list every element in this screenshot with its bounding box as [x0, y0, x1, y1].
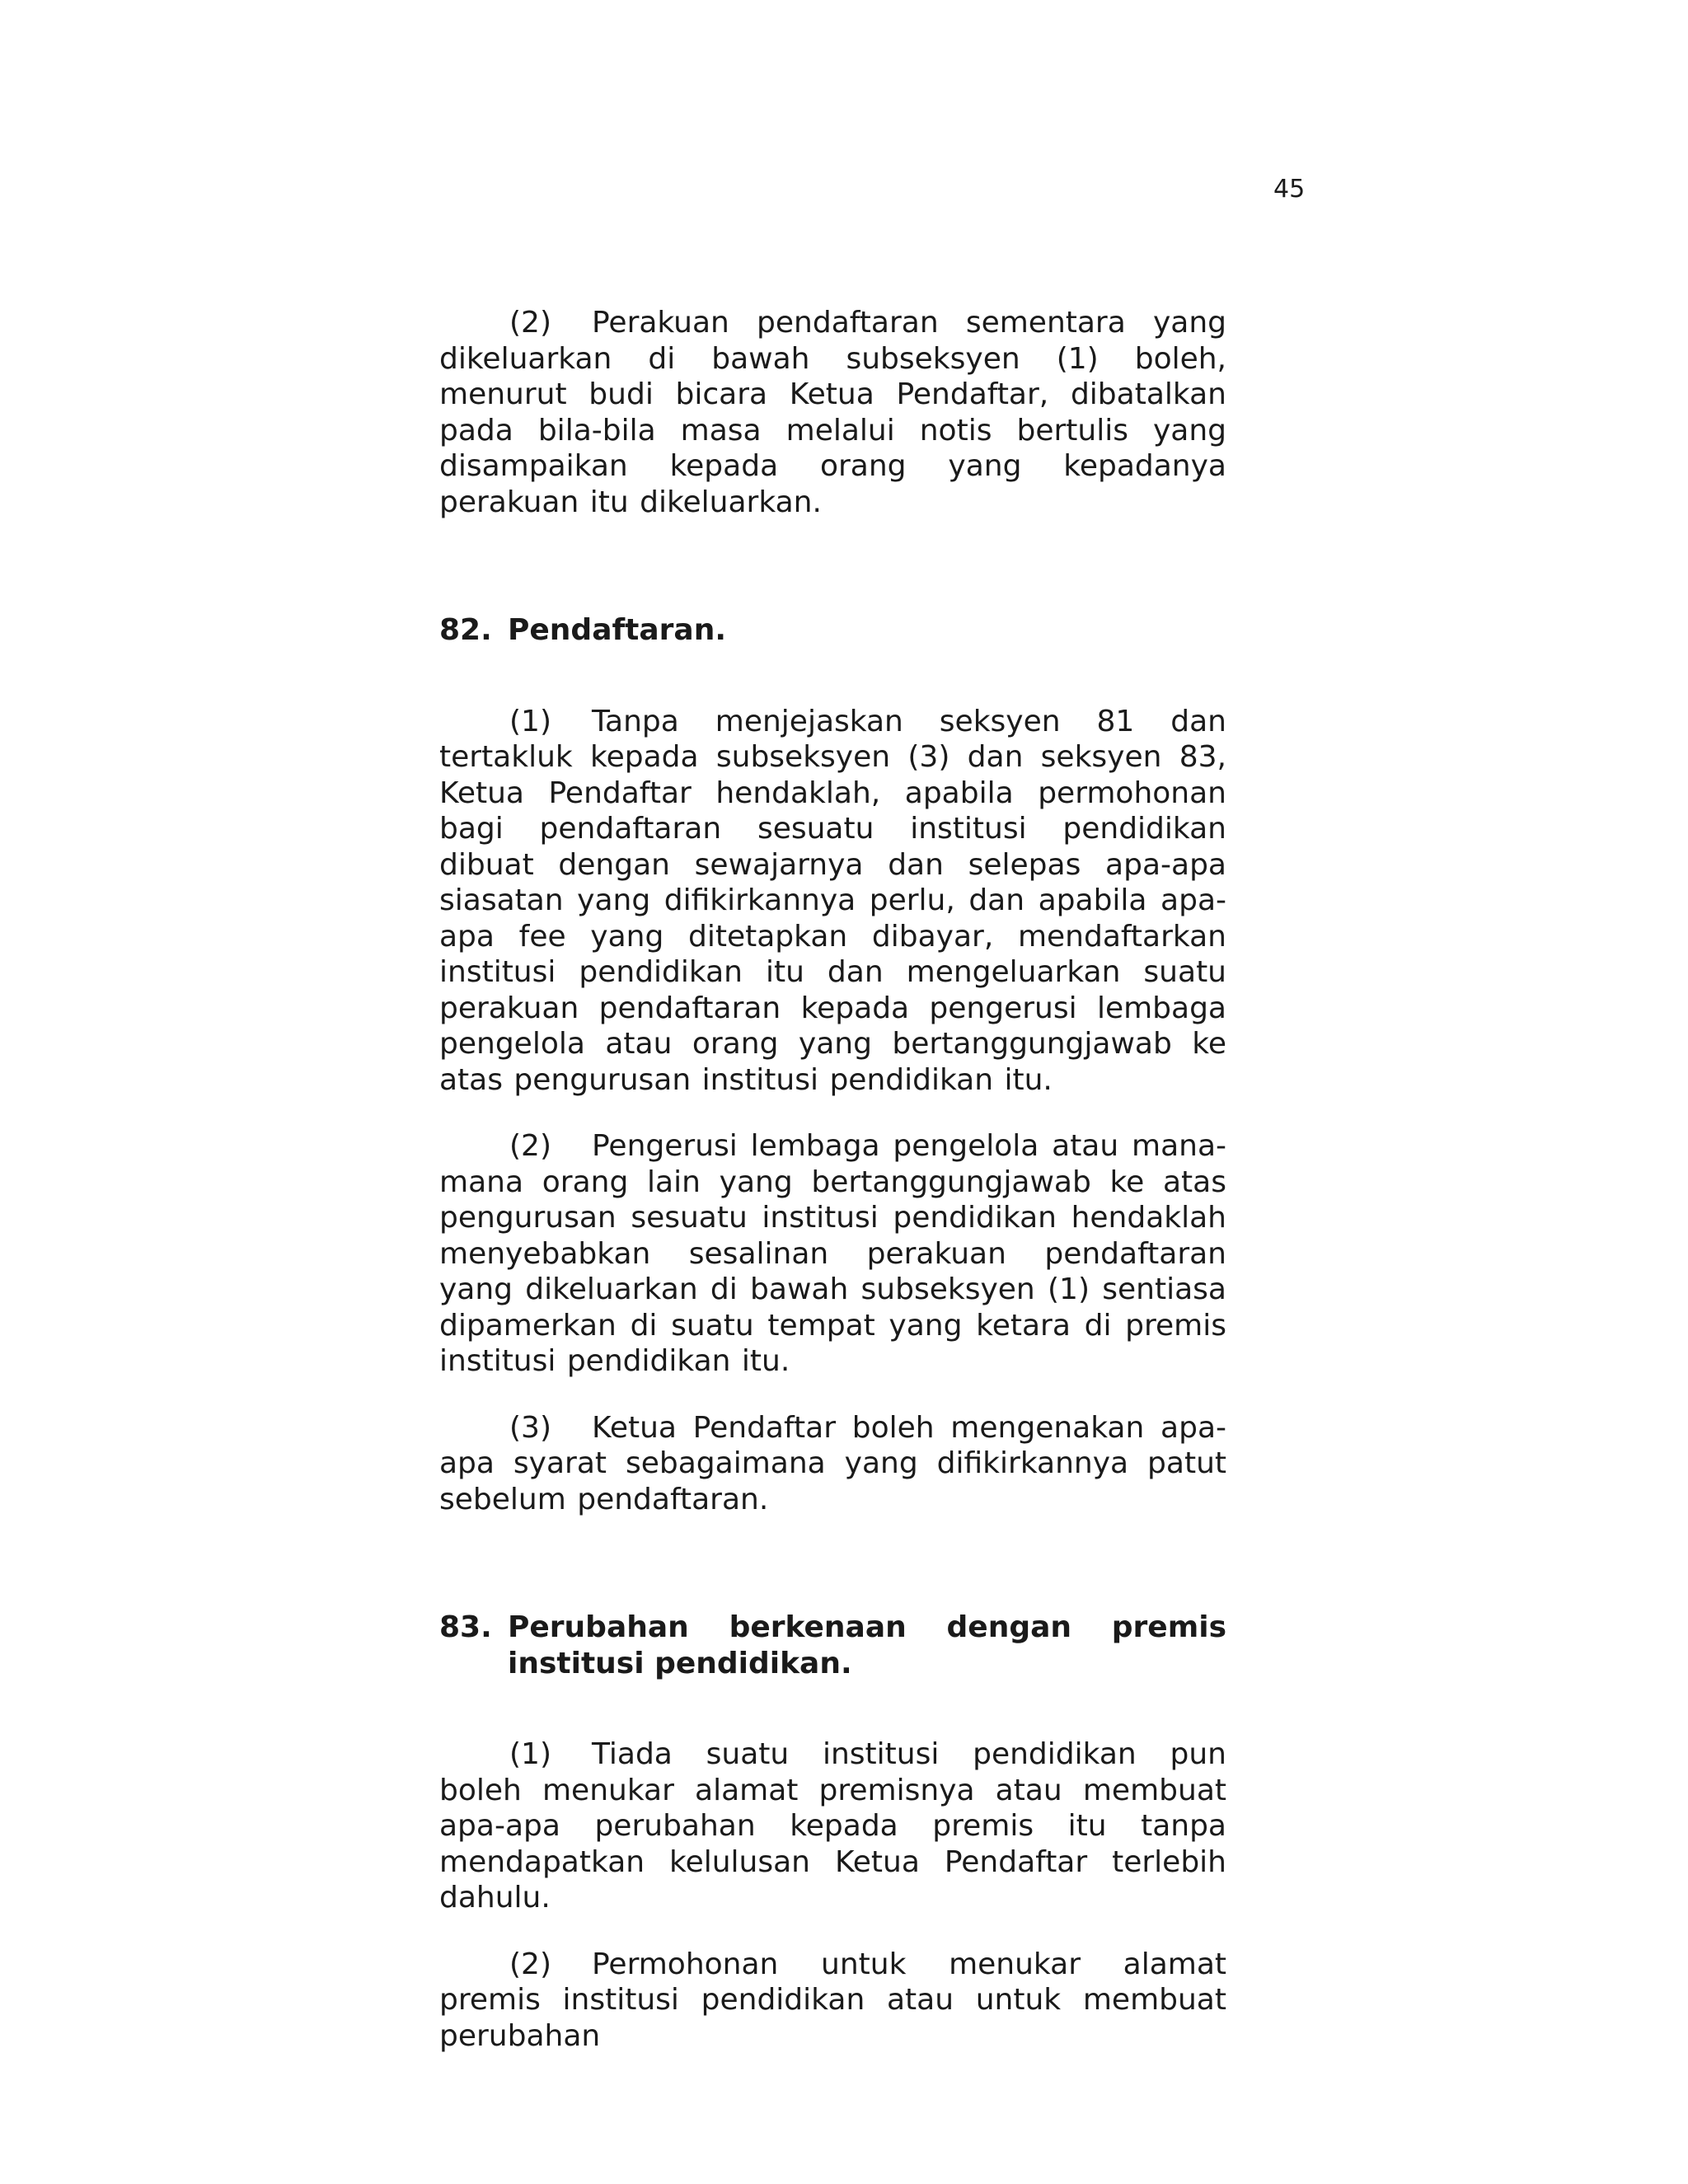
- section-82-paragraph-3: [439, 1410, 1226, 1518]
- paragraph-text: Permohonan untuk menukar alamat premis institusi pendidikan atau untuk membuat perubahan: [439, 1947, 1226, 2053]
- paragraph-number: (1): [509, 1737, 551, 1771]
- paragraph-text: Pengerusi lembaga pengelola atau mana-mana orang lain yang bertanggungjawab ke atas pengurusan sesuatu institusi pendidikan hendaklah menyebabkan sesalinan perakuan pendaftaran yang dikeluarkan di bawah subseksyen (1) sentiasa dipamerkan di suatu tempat yang ketara di premis institusi pendidikan itu.: [439, 1129, 1226, 1378]
- paragraph-text: Tiada suatu institusi pendidikan pun boleh menukar alamat premisnya atau membuat apa-apa perubahan kepada premis itu tanpa mendapatkan kelulusan Ketua Pendaftar terlebih dahulu.: [439, 1737, 1226, 1915]
- section-number: 83.: [439, 1610, 492, 1644]
- document-body: [439, 305, 1226, 2054]
- section-number: 82.: [439, 613, 492, 647]
- section-82-heading: [439, 612, 1226, 649]
- paragraph-prev-2: [439, 305, 1226, 520]
- section-83-paragraph-2: [439, 1947, 1226, 2055]
- paragraph-text: Ketua Pendaftar boleh mengenakan apa-apa syarat sebagaimana yang difikirkannya patut sebelum pendaftaran.: [439, 1410, 1226, 1516]
- section-83-paragraph-1: [439, 1736, 1226, 1916]
- section-82-paragraph-2: [439, 1128, 1226, 1380]
- page-number: 45: [1273, 175, 1306, 204]
- paragraph-number: (2): [509, 1129, 551, 1163]
- paragraph-number: (1): [509, 704, 551, 738]
- paragraph-text: Tanpa menjejaskan seksyen 81 dan tertakluk kepada subseksyen (3) dan seksyen 83, Ketua Pendaftar hendaklah, apabila permohonan bagi pendaftaran sesuatu institusi pendidikan dibuat dengan sewajarnya dan selepas apa-apa siasatan yang difikirkannya perlu, dan apabila apa-apa fee yang ditetapkan dibayar, mendaftarkan institusi pendidikan itu dan mengeluarkan suatu perakuan pendaftaran kepada pengerusi lembaga pengelola atau orang yang bertanggungjawab ke atas pengurusan institusi pendidikan itu.: [439, 704, 1226, 1097]
- paragraph-number: (3): [509, 1410, 551, 1445]
- section-82-paragraph-1: [439, 704, 1226, 1099]
- paragraph-number: (2): [509, 306, 551, 340]
- paragraph-number: (2): [509, 1947, 551, 1981]
- paragraph-text: Perakuan pendaftaran sementara yang dikeluarkan di bawah subseksyen (1) boleh, menurut budi bicara Ketua Pendaftar, dibatalkan pada bila-bila masa melalui notis bertulis yang disampaikan kepada orang yang kepadanya perakuan itu dikeluarkan.: [439, 306, 1226, 519]
- section-83-heading: [439, 1610, 1226, 1681]
- section-title: Pendaftaran.: [508, 613, 727, 647]
- section-title: Perubahan berkenaan dengan premis institusi pendidikan.: [508, 1610, 1226, 1680]
